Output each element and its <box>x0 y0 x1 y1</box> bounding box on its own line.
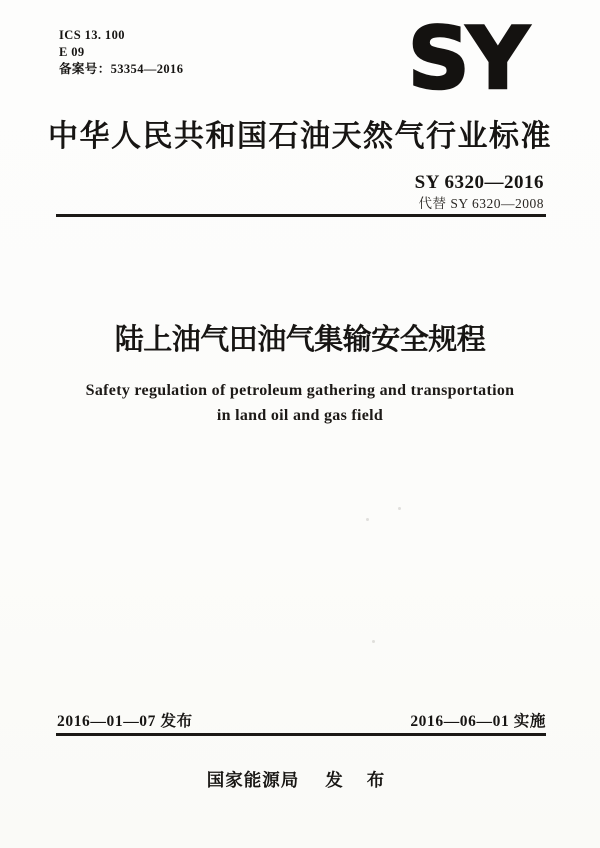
scan-speckle <box>398 507 401 510</box>
record-number: 备案号：53354—2016 <box>59 62 184 76</box>
doc-class-code: E 09 <box>59 45 85 59</box>
ics-code: ICS 13. 100 <box>59 28 125 42</box>
issue-date: 2016—01—07 发布 <box>57 713 193 730</box>
document-title-chinese: 陆上油气田油气集输安全规程 <box>114 322 486 356</box>
implementation-date: 2016—06—01 实施 <box>410 713 546 730</box>
standard-category-title: 中华人民共和国石油天然气行业标准 <box>48 119 552 154</box>
publish-label: 发 布 <box>325 771 394 791</box>
replaced-standard-note: 代替 SY 6320—2008 <box>418 196 544 211</box>
standard-number-block <box>415 172 544 213</box>
sy-standard-logo: SY <box>407 9 526 109</box>
publisher-name: 国家能源局 <box>206 771 300 791</box>
header-divider-line <box>56 214 546 217</box>
top-codes-block <box>59 27 183 78</box>
standard-number: SY 6320—2016 <box>414 172 544 193</box>
scan-speckle <box>366 518 369 521</box>
document-title-english-line2: in land oil and gas field <box>216 407 384 424</box>
publisher-row <box>0 767 600 792</box>
document-title-english-line1: Safety regulation of petroleum gathering and transportation <box>85 382 515 399</box>
document-title-english <box>0 378 600 428</box>
dates-row <box>57 709 546 731</box>
scan-speckle <box>372 640 375 643</box>
footer-divider-line <box>56 733 546 736</box>
